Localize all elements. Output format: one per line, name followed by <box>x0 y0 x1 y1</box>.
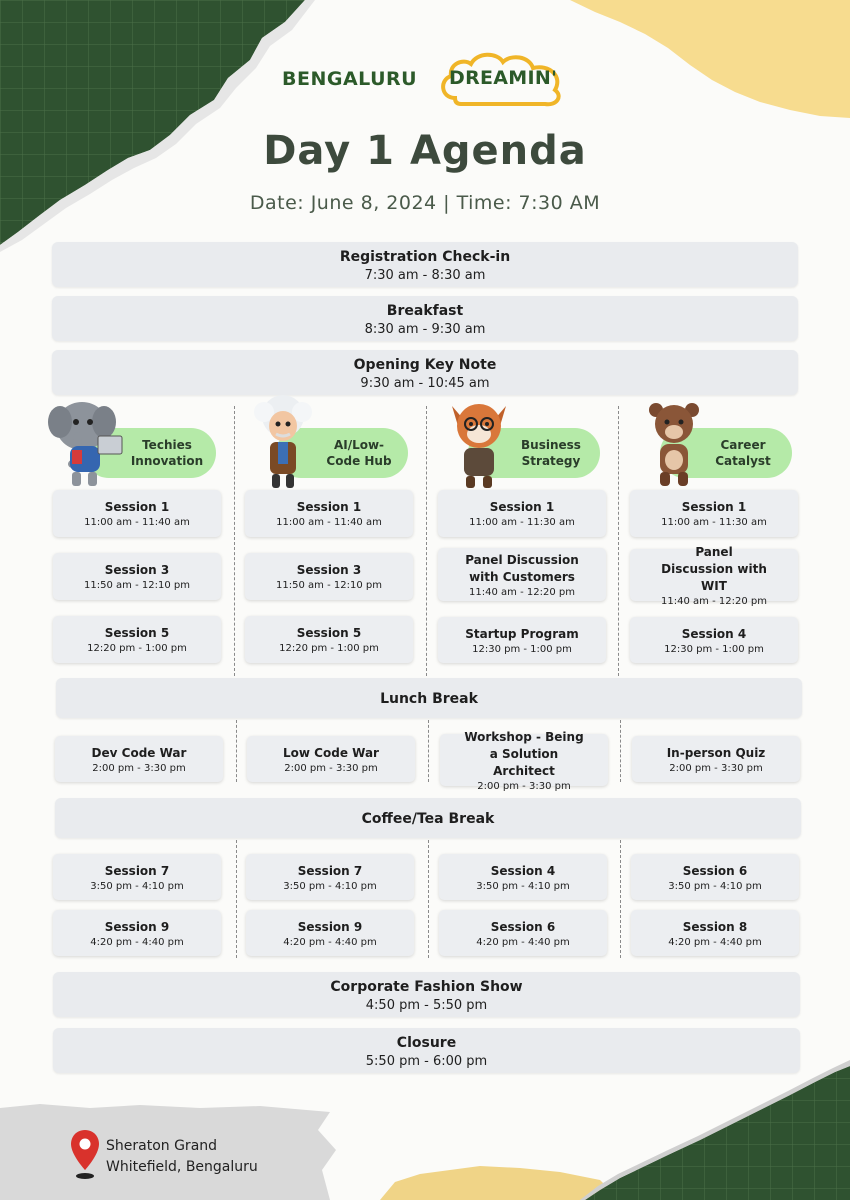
session-time: 3:50 pm - 4:10 pm <box>668 880 762 892</box>
session-box <box>247 736 415 782</box>
session-title: Session 3 <box>296 563 362 577</box>
session-box <box>246 854 414 900</box>
session-title: Panel Discussion with Customers <box>465 552 579 584</box>
session-title: Startup Program <box>465 626 579 641</box>
breakfast-time: 8:30 am - 9:30 am <box>364 322 486 337</box>
session-title: Session 1 <box>489 500 555 514</box>
session-box <box>632 736 800 782</box>
session-time: 2:00 pm - 3:30 pm <box>284 762 378 774</box>
session-title: Session 5 <box>296 626 362 640</box>
closure-title: Closure <box>396 1035 457 1051</box>
session-title: Session 7 <box>297 863 363 878</box>
column-divider <box>236 720 237 782</box>
bear-mascot-icon <box>646 400 702 490</box>
track-label: Business Strategy <box>521 438 581 468</box>
registration-bar <box>52 242 798 287</box>
session-box <box>55 736 223 782</box>
brand-header <box>0 50 850 110</box>
session-title: Session 1 <box>296 500 362 514</box>
session-time: 3:50 pm - 4:10 pm <box>283 880 377 892</box>
registration-title: Registration Check-in <box>339 249 511 265</box>
session-box <box>631 910 799 956</box>
session-time: 11:00 am - 11:40 am <box>276 517 382 528</box>
keynote-title: Opening Key Note <box>353 357 497 373</box>
keynote-bar <box>52 350 798 395</box>
lunch-break-bar <box>56 678 802 718</box>
session-time: 2:00 pm - 3:30 pm <box>669 762 763 774</box>
session-time: 2:00 pm - 3:30 pm <box>92 762 186 774</box>
closure-bar <box>53 1028 800 1073</box>
session-box <box>53 616 221 663</box>
page-title: Day 1 Agenda <box>263 128 587 174</box>
fashion-show-time: 4:50 pm - 5:50 pm <box>365 998 488 1013</box>
session-title: Dev Code War <box>91 745 187 760</box>
breakfast-title: Breakfast <box>386 303 464 319</box>
date-time-subtitle: Date: June 8, 2024 | Time: 7:30 AM <box>249 192 601 214</box>
session-title: Session 1 <box>681 500 747 514</box>
column-divider <box>618 406 619 676</box>
session-box <box>53 910 221 956</box>
column-divider <box>426 406 427 676</box>
fashion-show-title: Corporate Fashion Show <box>330 979 523 995</box>
session-title: Session 6 <box>490 919 556 934</box>
session-time: 11:40 am - 12:20 pm <box>661 595 767 607</box>
session-box <box>630 490 798 537</box>
cat-mascot-icon <box>444 396 514 490</box>
bottom-yellow-decoration <box>380 1166 620 1200</box>
closure-time: 5:50 pm - 6:00 pm <box>365 1054 488 1069</box>
session-time: 3:50 pm - 4:10 pm <box>476 880 570 892</box>
session-time: 12:20 pm - 1:00 pm <box>87 643 187 654</box>
session-title: Session 4 <box>490 863 556 878</box>
session-time: 12:30 pm - 1:00 pm <box>664 643 764 655</box>
session-box <box>53 490 221 537</box>
session-time: 12:20 pm - 1:00 pm <box>279 643 379 654</box>
venue-city: Whitefield, Bengaluru <box>106 1159 258 1175</box>
session-title: Session 4 <box>681 626 747 641</box>
elephant-mascot-icon <box>42 388 132 490</box>
session-box <box>438 617 606 663</box>
session-time: 11:00 am - 11:30 am <box>469 517 575 528</box>
session-box <box>246 910 414 956</box>
venue-address <box>106 1136 258 1178</box>
session-title: Panel Discussion with WIT <box>661 544 767 593</box>
session-time: 3:50 pm - 4:10 pm <box>90 880 184 892</box>
column-divider <box>428 720 429 782</box>
session-title: Workshop - Being a Solution Architect <box>464 729 584 778</box>
session-time: 4:20 pm - 4:40 pm <box>90 936 184 948</box>
column-divider <box>620 840 621 958</box>
column-divider <box>428 840 429 958</box>
session-time: 11:50 am - 12:10 pm <box>276 580 382 591</box>
column-divider <box>620 720 621 782</box>
brand-text-right: DREAMIN' <box>449 67 558 89</box>
registration-time: 7:30 am - 8:30 am <box>364 268 486 283</box>
session-box <box>439 854 607 900</box>
session-title: Session 8 <box>682 919 748 934</box>
session-time: 11:40 am - 12:20 pm <box>469 586 575 598</box>
session-box <box>245 616 413 663</box>
session-title: Low Code War <box>283 745 379 760</box>
session-time: 11:50 am - 12:10 pm <box>84 580 190 591</box>
session-box <box>245 553 413 600</box>
session-title: Session 7 <box>104 863 170 878</box>
session-box <box>630 617 798 663</box>
session-box <box>438 548 606 601</box>
session-time: 11:00 am - 11:40 am <box>84 517 190 528</box>
session-box <box>245 490 413 537</box>
session-title: Session 9 <box>104 919 170 934</box>
session-box <box>631 854 799 900</box>
venue-name: Sheraton Grand <box>106 1138 218 1154</box>
coffee-tea-break-title: Coffee/Tea Break <box>361 811 495 827</box>
session-time: 12:30 pm - 1:00 pm <box>472 643 572 655</box>
session-time: 4:20 pm - 4:40 pm <box>283 936 377 948</box>
breakfast-bar <box>52 296 798 341</box>
session-box <box>53 553 221 600</box>
track-label: AI/Low- Code Hub <box>326 438 392 468</box>
session-title: Session 3 <box>104 563 170 577</box>
fashion-show-bar <box>53 972 800 1017</box>
session-title: Session 5 <box>104 626 170 640</box>
session-title: In-person Quiz <box>666 745 766 760</box>
session-box <box>630 544 798 607</box>
session-time: 2:00 pm - 3:30 pm <box>477 780 571 792</box>
session-time: 4:20 pm - 4:40 pm <box>668 936 762 948</box>
session-box <box>53 854 221 900</box>
session-box <box>440 729 608 792</box>
track-label: Career Catalyst <box>715 438 771 468</box>
track-label: Techies Innovation <box>130 438 204 468</box>
session-box <box>439 910 607 956</box>
column-divider <box>234 406 235 676</box>
keynote-time: 9:30 am - 10:45 am <box>360 376 490 391</box>
session-title: Session 1 <box>104 500 170 514</box>
session-title: Session 9 <box>297 919 363 934</box>
coffee-tea-break-bar <box>55 798 801 838</box>
column-divider <box>236 840 237 958</box>
brand-text-left: BENGALURU <box>282 68 418 90</box>
session-title: Session 6 <box>682 863 748 878</box>
bottom-right-grid-decoration <box>585 1066 850 1200</box>
session-box <box>438 490 606 537</box>
session-time: 4:20 pm - 4:40 pm <box>476 936 570 948</box>
einstein-mascot-icon <box>250 394 316 490</box>
location-pin-icon <box>70 1128 100 1182</box>
lunch-break-title: Lunch Break <box>380 691 478 707</box>
session-time: 11:00 am - 11:30 am <box>661 517 767 528</box>
